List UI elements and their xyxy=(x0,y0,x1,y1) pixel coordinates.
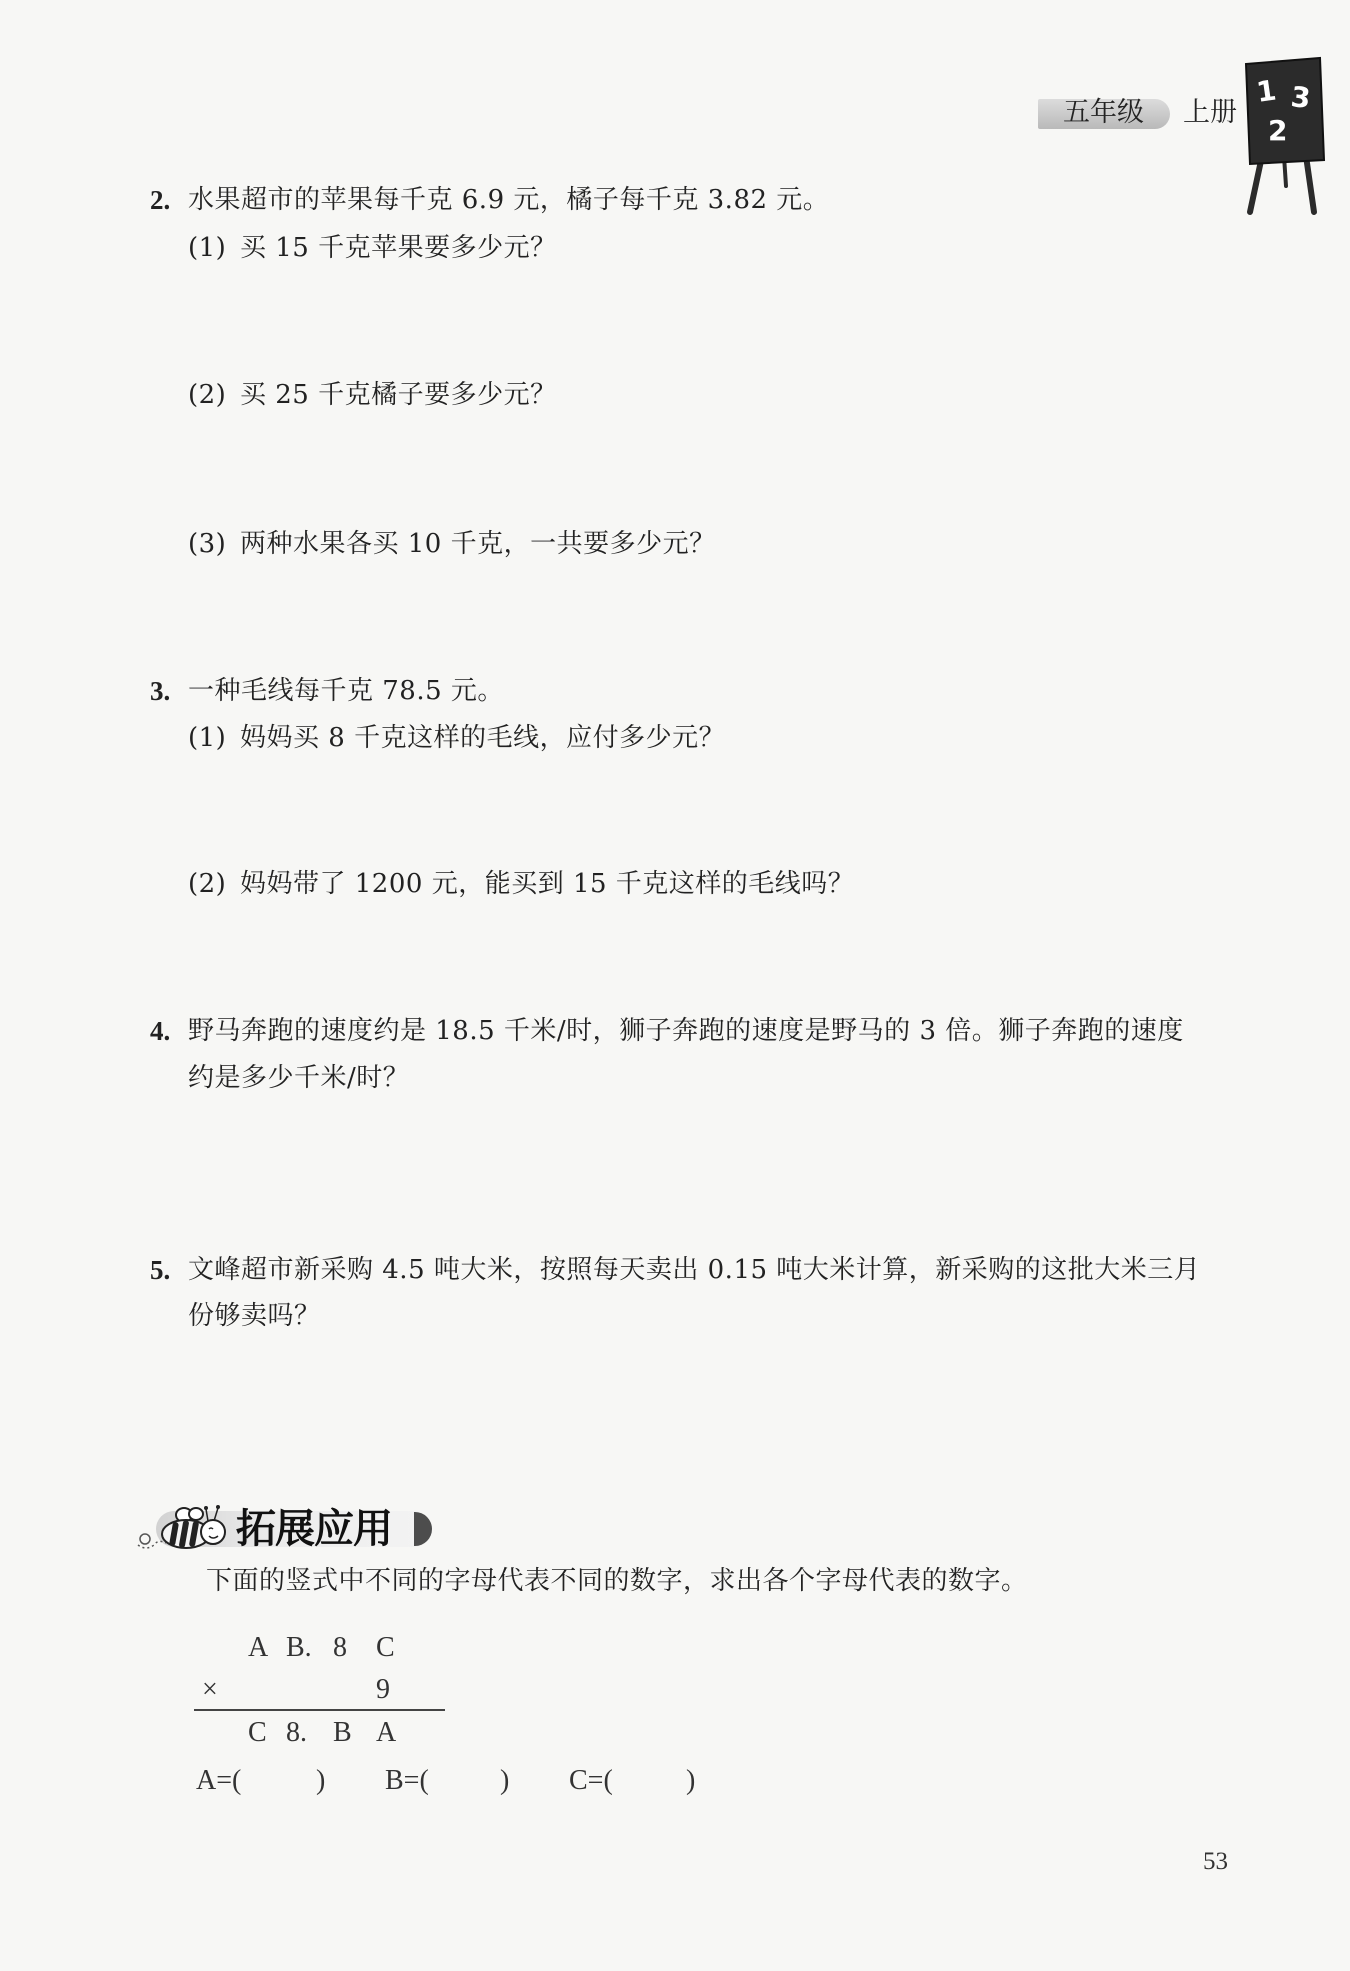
badge-digit-3: 2 xyxy=(1268,114,1288,147)
bee-icon xyxy=(136,1505,236,1553)
section-header-cap xyxy=(414,1512,432,1546)
badge-digit-2: 3 xyxy=(1289,80,1313,115)
answer-a-open: A=( xyxy=(196,1765,242,1796)
result-rule xyxy=(194,1709,445,1711)
chalkboard-icon xyxy=(1240,56,1326,216)
sub-text: 妈妈买 8 千克这样的毛线，应付多少元？ xyxy=(240,723,726,753)
problem-5-number: 5. xyxy=(150,1255,171,1285)
sub-text: 两种水果各买 10 千克，一共要多少元？ xyxy=(240,529,716,559)
top-digit-4: C xyxy=(376,1632,395,1663)
sub-label: (1) xyxy=(188,233,227,263)
sub-label: (1) xyxy=(188,723,227,753)
problem-2-sub-2 xyxy=(188,378,557,412)
problem-4-line-2: 约是多少千米/时？ xyxy=(188,1063,410,1093)
problem-3-stem: 一种毛线每千克 78.5 元。 xyxy=(188,676,504,706)
multiply-operator: × xyxy=(202,1674,218,1705)
problem-5-line-2: 份够卖吗？ xyxy=(188,1301,321,1331)
sub-text: 妈妈带了 1200 元，能买到 15 千克这样的毛线吗？ xyxy=(240,869,855,899)
result-digit-2: 8. xyxy=(286,1717,307,1748)
problem-5-line-1: 文峰超市新采购 4.5 吨大米，按照每天卖出 0.15 吨大米计算，新采购的这批大米三月 xyxy=(188,1255,1201,1285)
result-digit-3: B xyxy=(333,1717,352,1748)
page-number: 53 xyxy=(1203,1848,1228,1875)
problem-4-line-1: 野马奔跑的速度约是 18.5 千米/时，狮子奔跑的速度是野马的 3 倍。狮子奔跑的速度 xyxy=(188,1016,1184,1046)
problem-3-number: 3. xyxy=(150,676,171,706)
sub-text: 买 25 千克橘子要多少元？ xyxy=(240,380,557,410)
section-title: 拓展应用 xyxy=(236,1506,392,1552)
answer-c-open: C=( xyxy=(569,1765,613,1796)
top-digit-3: 8 xyxy=(333,1632,347,1663)
problem-2-stem: 水果超市的苹果每千克 6.9 元，橘子每千克 3.82 元。 xyxy=(188,185,830,215)
answer-c-close: ) xyxy=(686,1765,696,1796)
problem-3-sub-2 xyxy=(188,867,854,901)
top-digit-2: B. xyxy=(286,1632,312,1663)
sub-label: (3) xyxy=(188,529,227,559)
sub-text: 买 15 千克苹果要多少元？ xyxy=(240,233,557,263)
result-digit-4: A xyxy=(376,1717,397,1748)
problem-2-number: 2. xyxy=(150,185,171,215)
top-digit-1: A xyxy=(248,1632,269,1663)
answer-b-open: B=( xyxy=(385,1765,429,1796)
badge-digit-1: 1 xyxy=(1254,73,1279,109)
problem-3-sub-1 xyxy=(188,721,725,755)
extension-section-header xyxy=(136,1505,436,1553)
problem-2-sub-3 xyxy=(188,527,716,561)
sub-label: (2) xyxy=(188,869,227,899)
multiplier-digit: 9 xyxy=(376,1674,390,1705)
extension-instruction: 下面的竖式中不同的字母代表不同的数字，求出各个字母代表的数字。 xyxy=(206,1566,1028,1596)
problem-2-sub-1 xyxy=(188,231,557,265)
sub-label: (2) xyxy=(188,380,227,410)
answer-b-close: ) xyxy=(500,1765,510,1796)
answer-a-close: ) xyxy=(316,1765,326,1796)
volume-label: 上册 xyxy=(1183,97,1237,128)
result-digit-1: C xyxy=(248,1717,267,1748)
problem-4-number: 4. xyxy=(150,1016,171,1046)
grade-label: 五年级 xyxy=(1063,97,1144,128)
